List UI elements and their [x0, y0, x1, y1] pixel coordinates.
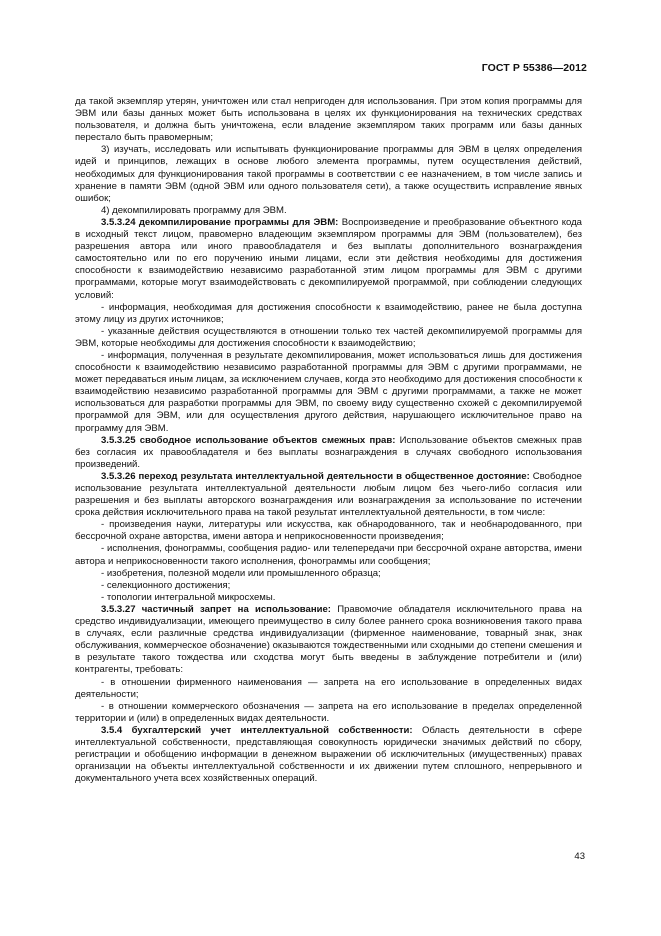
page-number: 43 [574, 851, 585, 862]
paragraph-text: да такой экземпляр утерян, уничтожен или стал непригоден для использования. При этом копия программы для ЭВМ или базы данных может быть использована в целях их функционирования на технических средствах пользователя, и должна быть уничтожена, если владение экземпляром таких программ или базы данных перестало быть правомерным; [75, 96, 582, 144]
paragraph-text: - топологии интегральной микросхемы. [101, 591, 276, 603]
paragraph [75, 580, 582, 592]
paragraph [75, 519, 582, 543]
document-id-header: ГОСТ Р 55386—2012 [481, 62, 587, 74]
paragraph [75, 604, 582, 677]
term-heading: 3.5.3.27 частичный запрет на использование: [101, 603, 331, 615]
paragraph-text: - информация, полученная в результате декомпилирования, может использоваться лишь для достижения способности к взаимодействию независимо разработанной программы для ЭВМ с другими программами, не может передаваться иным лицам, за исключением случаев, когда это необходимо для достижения способности к взаимодействию независимо разработанной программы для ЭВМ с другими программами, а также не может использоваться для разработки программы для ЭВМ, по своему виду существенно схожей с декомпилируемой программой для ЭВМ, или для осуществления другого действия, нарушающего исключительное право на программу для ЭВМ. [75, 349, 582, 434]
paragraph-text: - в отношении коммерческого обозначения — запрета на его использование в пределах определенной территории и (или) в определенных видах деятельности. [75, 700, 582, 724]
paragraph-text: Правомочие обладателя исключительного права на средство индивидуализации, имеющего преимущество в силу более раннего срока возникновения такого права в случаях, если различные средства индивидуализации (фирменное наименование, товарный знак, знак обслуживания, коммерческое обозначение) оказываются тождественными или сходными до степени смешения и в результате такого тождества или сходства могут быть введены в заблуждение потребители и (или) контрагенты, требовать: [75, 603, 582, 676]
term-heading: 3.5.3.24 декомпилирование программы для ЭВМ: [101, 216, 339, 228]
paragraph [75, 701, 582, 725]
paragraph-text: 3) изучать, исследовать или испытывать функционирование программы для ЭВМ в целях определения идей и принципов, лежащих в основе любого элемента программы, путем осуществления действий, необходимых для функционирования такой программы в соответствии с ее назначением, в том числе запись и хранение в памяти ЭВМ (одной ЭВМ или одного пользователя сети), а также осуществить исправление явных ошибок; [75, 144, 582, 204]
term-heading: 3.5.3.25 свободное использование объектов смежных прав: [101, 434, 396, 446]
paragraph-text: - указанные действия осуществляются в отношении только тех частей декомпилируемой программы для ЭВМ, которые необходимы для достижения способности к взаимодействию; [75, 325, 582, 349]
paragraph-text: - информация, необходимая для достижения способности к взаимодействию, ранее не была доступна этому лицу из других источников; [75, 301, 582, 325]
term-heading: 3.5.4 бухгалтерский учет интеллектуальной собственности: [101, 724, 413, 736]
paragraph [75, 96, 582, 144]
paragraph [75, 568, 582, 580]
paragraph-text: - селекционного достижения; [101, 579, 231, 591]
paragraph-text: - изобретения, полезной модели или промышленного образца; [101, 567, 381, 579]
paragraph [75, 350, 582, 435]
paragraph [75, 543, 582, 567]
paragraph-text: Свободное использование результата интеллектуальной деятельности любым лицом без чьего-либо согласия или разрешения и без выплаты авторского вознаграждения или вознаграждения за использование по истечении срока действия исключительного права на такой результат интеллектуальной деятельности, в том числе: [75, 470, 582, 519]
paragraph [75, 677, 582, 701]
term-heading: 3.5.3.26 переход результата интеллектуальной деятельности в общественное достояние: [101, 470, 530, 482]
paragraph [75, 592, 582, 604]
paragraph-text: Использование объектов смежных прав без согласия их правообладателя и без выплаты вознаграждения в случаях свободного использования произведений. [75, 434, 582, 470]
paragraph-text: - произведения науки, литературы или искусства, как обнародованного, так и необнародованного, при бессрочной охране авторства, имени автора и неприкосновенности произведения; [75, 519, 582, 543]
paragraph [75, 144, 582, 204]
paragraph-text: Воспроизведение и преобразование объектного кода в исходный текст лицом, правомерно владеющим экземпляром программы для ЭВМ (пользователем), без разрешения автора или иного правообладателя и без выплаты дополнительного вознаграждения самостоятельно или по его поручению иными лицами, если эти действия необходимы для достижения способности к взаимодействию независимо разработанной этим лицом программы для ЭВМ с другими программами, которые могут взаимодействовать с декомпилируемой программой, при соблюдении следующих условий: [75, 216, 582, 301]
paragraph-text: Область деятельности в сфере интеллектуальной собственности, представляющая совокупность юридически значимых действий по сбору, регистрации и обобщению информации в денежном выражении об исключительных (имущественных) правах организации на объекты интеллектуальной собственности и их движении путем сплошного, непрерывного и документального учета всех хозяйственных операций. [75, 724, 582, 785]
paragraph [75, 471, 582, 519]
paragraph-text: - в отношении фирменного наименования — запрета на его использование в определенных видах деятельности; [75, 676, 582, 700]
paragraph [75, 302, 582, 326]
paragraph [75, 217, 582, 302]
paragraph-text: 4) декомпилировать программу для ЭВМ. [101, 204, 287, 216]
paragraph [75, 205, 582, 217]
page-body [75, 96, 582, 785]
paragraph-text: - исполнения, фонограммы, сообщения радио- или телепередачи при бессрочной охране авторства, имени автора и неприкосновенности такого исполнения, фонограммы или сообщения; [75, 543, 582, 567]
paragraph [75, 435, 582, 471]
paragraph [75, 725, 582, 785]
paragraph [75, 326, 582, 350]
